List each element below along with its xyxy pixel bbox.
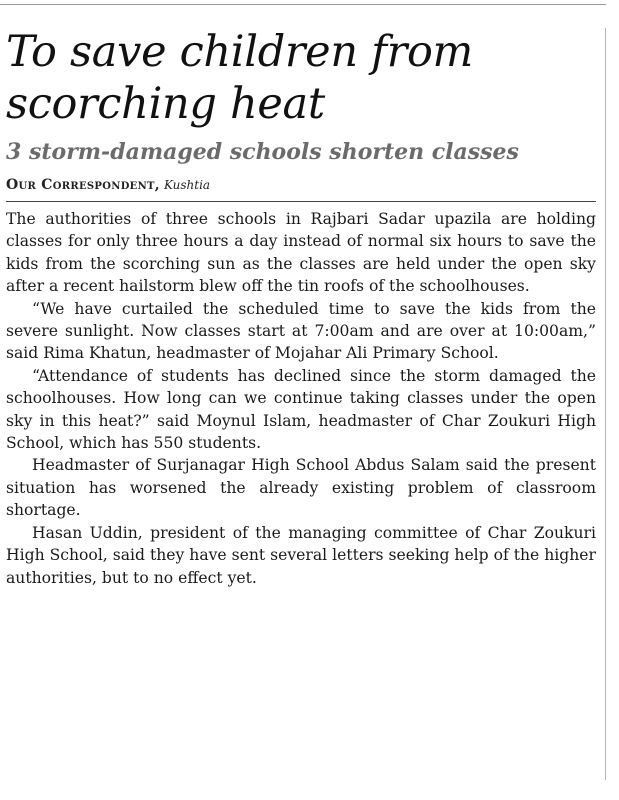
news-article <box>6 26 596 589</box>
article-paragraph-4: Headmaster of Surjanagar High School Abdus Salam said the present situation has worsened the already existing problem of classroom shortage. <box>6 456 596 520</box>
byline-divider <box>6 201 596 202</box>
article-paragraph-3: “Attendance of students has declined since the storm damaged the schoolhouses. How long can we continue taking classes under the open sky in this heat?” said Moynul Islam, headmaster of Char Zoukuri High School, which has 550 students. <box>6 366 596 453</box>
article-paragraph-2: “We have curtailed the scheduled time to save the kids from the severe sunlight. Now classes start at 7:00am and are over at 10:00am,” said Rima Khatun, headmaster of Mojahar Ali Primary School. <box>6 299 596 363</box>
article-paragraph-5: Hasan Uddin, president of the managing committee of Char Zoukuri High School, said they have sent several letters seeking help of the higher authorities, but to no effect yet. <box>6 523 596 587</box>
byline-author: Our Correspondent, <box>6 177 160 193</box>
column-divider-rule <box>605 28 606 780</box>
top-border-rule <box>0 4 606 5</box>
article-body <box>6 208 596 589</box>
article-paragraph-1: The authorities of three schools in Rajbari Sadar upazila are holding classes for only three hours a day instead of normal six hours to save the kids from the scorching sun as the classes are held under the open sky after a recent hailstorm blew off the tin roofs of the schoolhouses. <box>6 210 596 296</box>
article-byline <box>6 176 596 194</box>
byline-place: Kushtia <box>163 178 211 192</box>
article-subheadline: 3 storm-damaged schools shorten classes <box>6 139 519 165</box>
article-headline: To save children from scorching heat <box>6 27 474 129</box>
